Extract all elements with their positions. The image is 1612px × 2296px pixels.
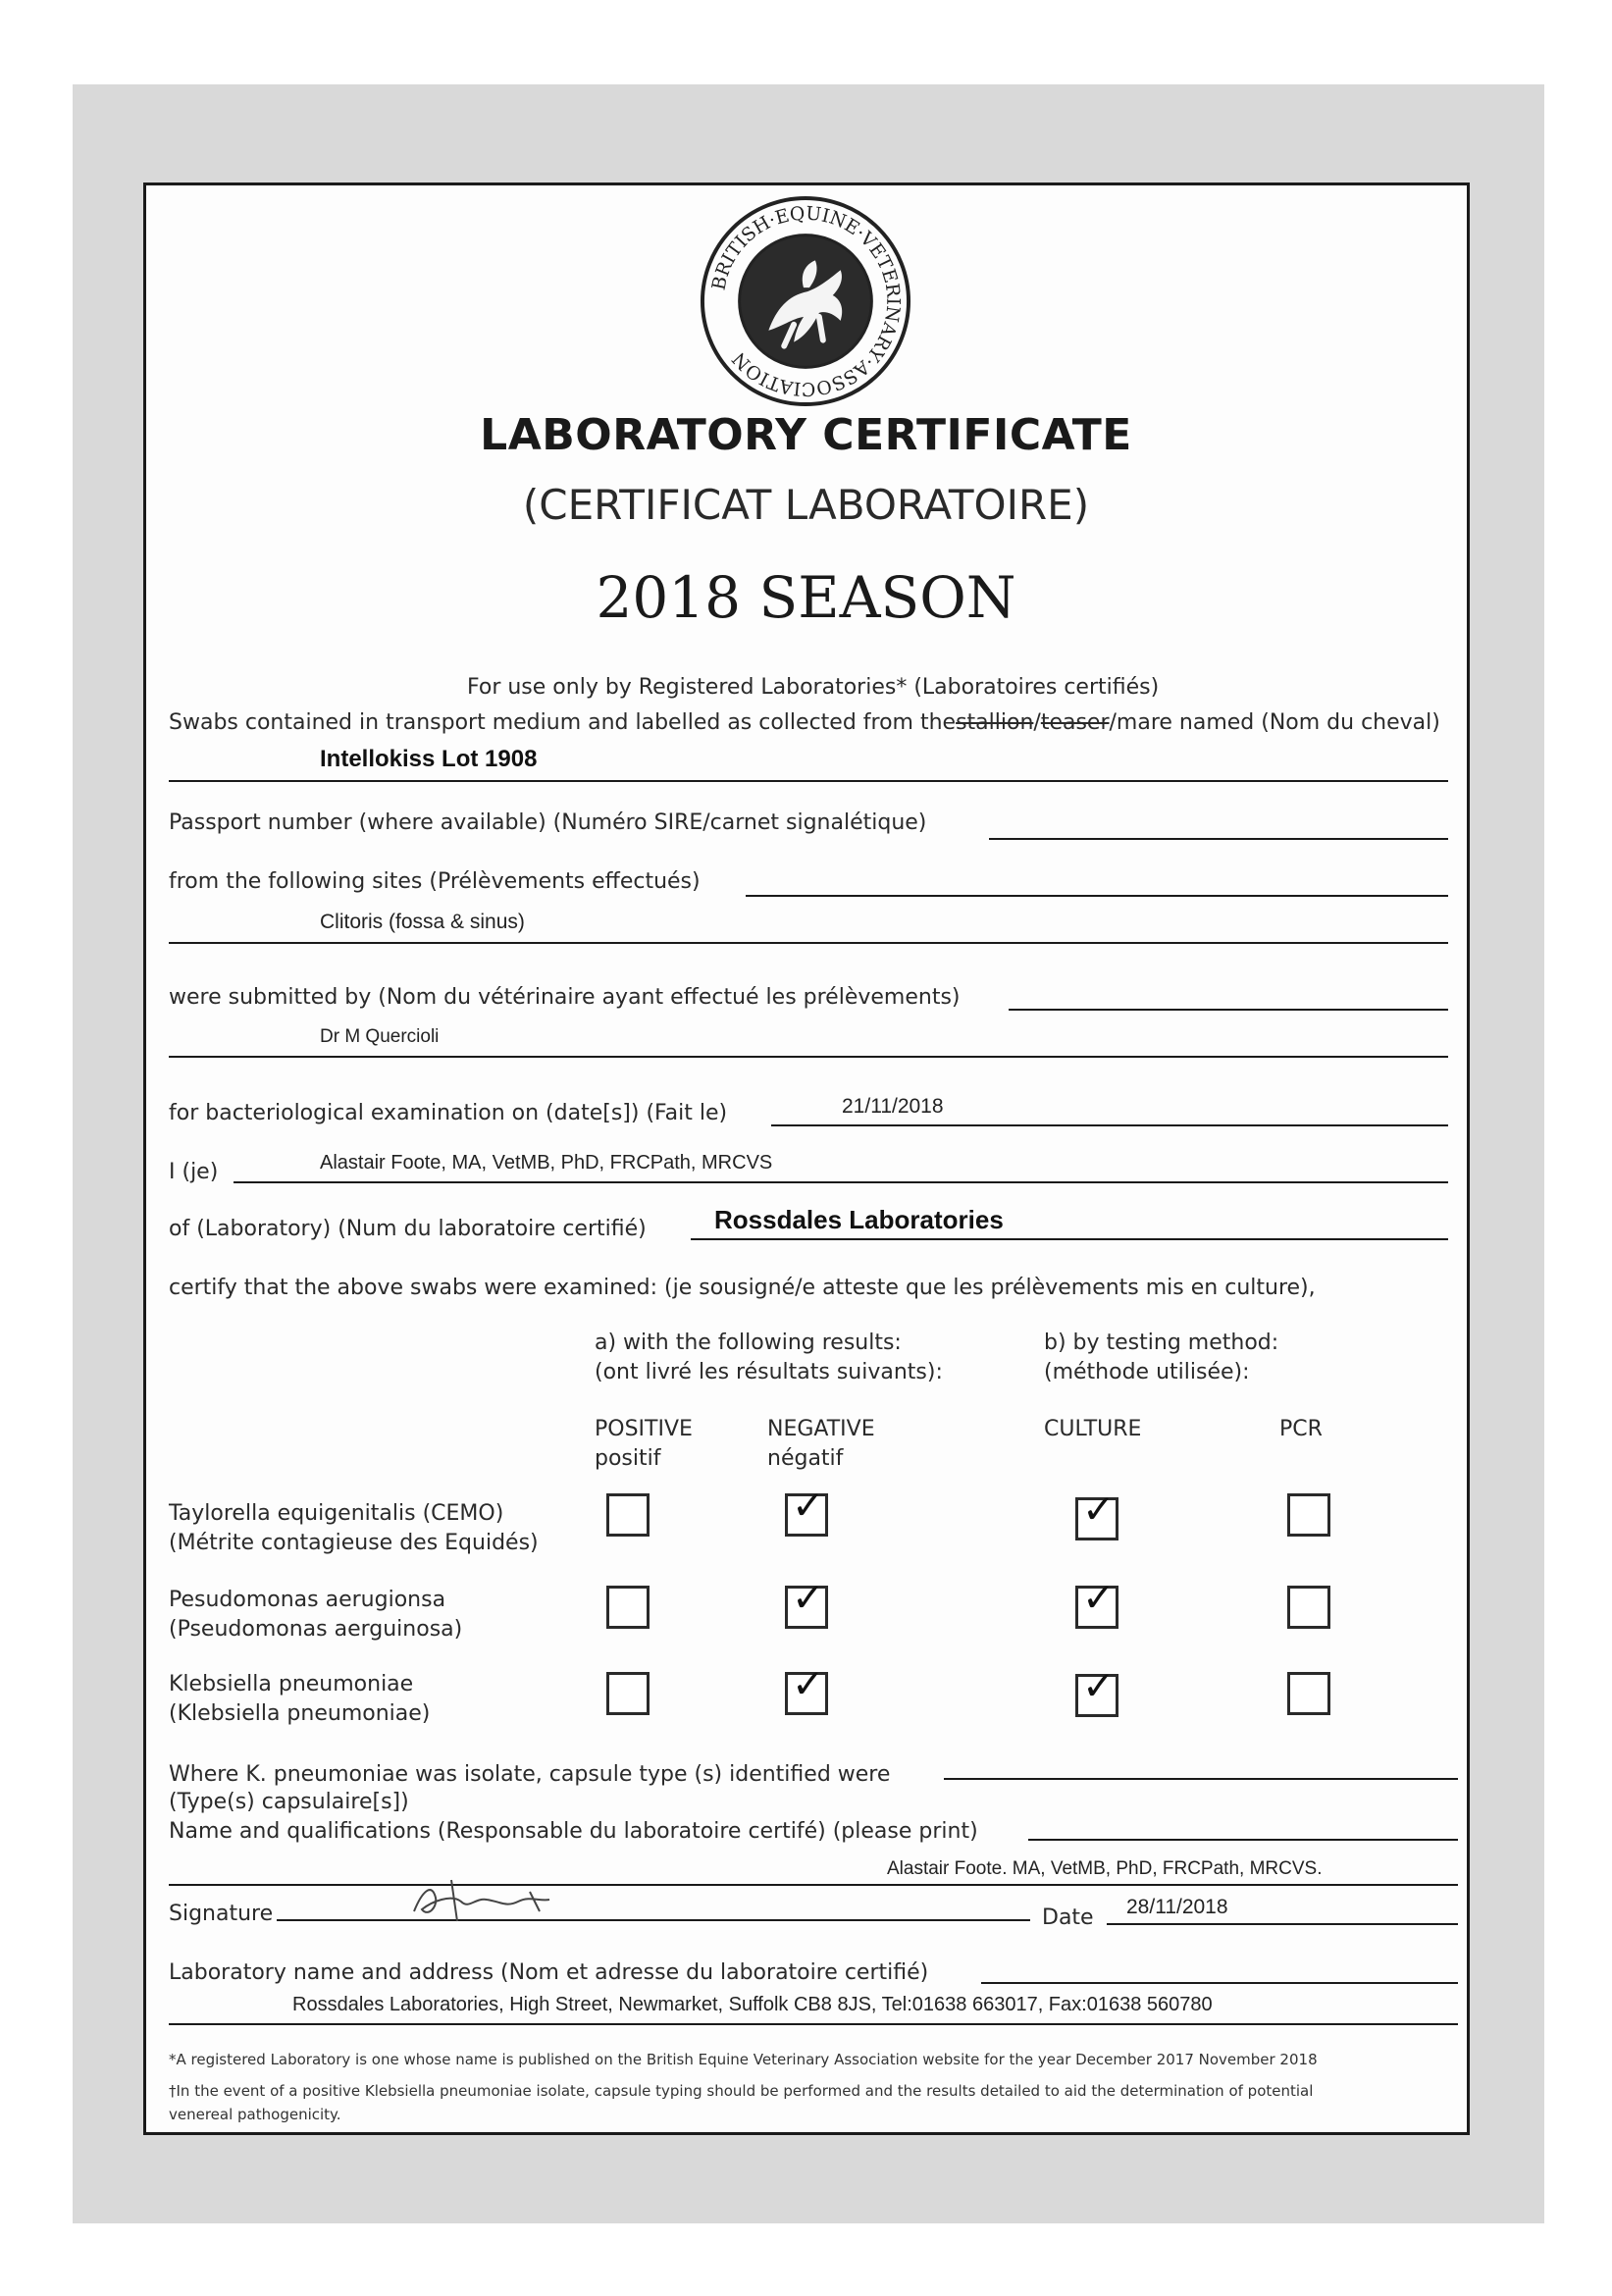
check-mark-icon: ✓ bbox=[1082, 1487, 1116, 1533]
use-only-text: For use only by Registered Laboratories* (Laboratoires certifiés) bbox=[467, 675, 1160, 700]
je-line bbox=[234, 1181, 1448, 1183]
swabs-slash: / bbox=[1033, 710, 1041, 735]
lab-line bbox=[691, 1238, 1448, 1240]
check-mark-icon: ✓ bbox=[792, 1662, 825, 1707]
row-pcr-checkbox[interactable] bbox=[1287, 1672, 1330, 1715]
certificate-title: LABORATORY CERTIFICATE bbox=[480, 410, 1132, 460]
check-mark-icon: ✓ bbox=[792, 1576, 825, 1621]
col-b-line1: b) by testing method: bbox=[1044, 1331, 1279, 1355]
date-line bbox=[1107, 1923, 1458, 1925]
exam-label: for bacteriological examination on (date[s]) (Fait le) bbox=[169, 1101, 728, 1125]
submitted-label: were submitted by (Nom du vétérinaire ayant effectué les prélèvements) bbox=[169, 985, 961, 1010]
swabs-text bbox=[169, 710, 1440, 735]
row-positive-checkbox[interactable] bbox=[606, 1672, 650, 1715]
header-positive-fr: positif bbox=[595, 1446, 661, 1471]
capsule-label: Where K. pneumoniae was isolate, capsule type (s) identified were bbox=[169, 1762, 891, 1787]
row-culture-checkbox[interactable] bbox=[1075, 1664, 1118, 1717]
row-name: Pesudomonas aerugionsa bbox=[169, 1588, 446, 1612]
responsible-line-2 bbox=[169, 1884, 1458, 1886]
je-value: Alastair Foote, MA, VetMB, PhD, FRCPath, MRCVS bbox=[320, 1152, 773, 1174]
horse-name-value: Intellokiss Lot 1908 bbox=[320, 746, 538, 772]
row-name: Klebsiella pneumoniae bbox=[169, 1672, 414, 1696]
svg-text:BRITISH·EQUINE·VETERINARY·ASSO: BRITISH·EQUINE·VETERINARY·ASSOCIATION bbox=[708, 203, 904, 399]
row-pcr-checkbox[interactable] bbox=[1287, 1586, 1330, 1629]
col-a-line2: (ont livré les résultats suivants): bbox=[595, 1360, 943, 1384]
sites-value: Clitoris (fossa & sinus) bbox=[320, 911, 525, 933]
responsible-line-1 bbox=[1028, 1839, 1458, 1841]
lab-label: of (Laboratory) (Num du laboratoire certifié) bbox=[169, 1217, 647, 1241]
lab-value: Rossdales Laboratories bbox=[714, 1205, 1004, 1234]
row-culture-checkbox[interactable] bbox=[1075, 1487, 1118, 1540]
col-a-line1: a) with the following results: bbox=[595, 1331, 902, 1355]
horse-name-line bbox=[169, 780, 1448, 782]
row-name-fr: (Klebsiella pneumoniae) bbox=[169, 1701, 431, 1726]
submitted-line-2 bbox=[169, 1056, 1448, 1058]
footnote-2: †In the event of a positive Klebsiella pneumoniae isolate, capsule typing should be performed and the results detailed to aid the determination of potential bbox=[169, 2082, 1314, 2100]
season-heading: 2018 SEASON bbox=[596, 564, 1016, 631]
date-label: Date bbox=[1042, 1905, 1094, 1930]
address-line-2 bbox=[169, 2023, 1458, 2025]
header-culture: CULTURE bbox=[1044, 1417, 1142, 1441]
check-mark-icon: ✓ bbox=[1082, 1576, 1116, 1621]
address-label: Laboratory name and address (Nom et adresse du laboratoire certifié) bbox=[169, 1960, 929, 1985]
capsule-line bbox=[944, 1778, 1458, 1780]
sites-line-1 bbox=[746, 895, 1448, 897]
passport-line bbox=[989, 838, 1448, 840]
certify-text: certify that the above swabs were examined: (je sousigné/e atteste que les prélèvements mis en culture), bbox=[169, 1276, 1316, 1300]
exam-line bbox=[771, 1124, 1448, 1126]
swabs-text-a: Swabs contained in transport medium and labelled as collected from the bbox=[169, 710, 957, 735]
capsule-label-fr: (Type(s) capsulaire[s]) bbox=[169, 1790, 409, 1814]
footnote-3: venereal pathogenicity. bbox=[169, 2106, 341, 2123]
responsible-label: Name and qualifications (Responsable du laboratoire certifé) (please print) bbox=[169, 1819, 978, 1844]
row-name-fr: (Pseudomonas aerguinosa) bbox=[169, 1617, 463, 1642]
signature-line bbox=[277, 1919, 1030, 1921]
stallion-struck: stallion bbox=[956, 710, 1034, 735]
row-negative-checkbox[interactable] bbox=[785, 1484, 828, 1537]
exam-value: 21/11/2018 bbox=[842, 1095, 944, 1118]
col-b-line2: (méthode utilisée): bbox=[1044, 1360, 1250, 1384]
sites-label: from the following sites (Prélèvements effectués) bbox=[169, 869, 701, 894]
header-positive: POSITIVE bbox=[595, 1417, 693, 1441]
beva-seal-logo bbox=[699, 194, 912, 408]
check-mark-icon: ✓ bbox=[792, 1484, 825, 1529]
row-positive-checkbox[interactable] bbox=[606, 1586, 650, 1629]
signature-image bbox=[392, 1872, 628, 1927]
swabs-text-b: /mare named (Nom du cheval) bbox=[1109, 710, 1440, 735]
header-negative-fr: négatif bbox=[767, 1446, 844, 1471]
signature-label: Signature bbox=[169, 1902, 274, 1926]
check-mark-icon: ✓ bbox=[1082, 1664, 1116, 1709]
header-pcr: PCR bbox=[1279, 1417, 1323, 1441]
row-name: Taylorella equigenitalis (CEMO) bbox=[169, 1501, 504, 1526]
je-label: I (je) bbox=[169, 1160, 219, 1184]
address-value: Rossdales Laboratories, High Street, Newmarket, Suffolk CB8 8JS, Tel:01638 663017, Fax:01638 560780 bbox=[292, 1994, 1213, 2015]
row-name-fr: (Métrite contagieuse des Equidés) bbox=[169, 1531, 539, 1555]
address-line-1 bbox=[981, 1982, 1458, 1984]
submitted-line-1 bbox=[1009, 1009, 1448, 1011]
date-value: 28/11/2018 bbox=[1126, 1896, 1228, 1918]
responsible-value: Alastair Foote. MA, VetMB, PhD, FRCPath, MRCVS. bbox=[887, 1858, 1323, 1879]
teaser-struck: teaser bbox=[1040, 710, 1110, 735]
submitted-value: Dr M Quercioli bbox=[320, 1026, 440, 1047]
row-negative-checkbox[interactable] bbox=[785, 1576, 828, 1629]
footnote-1: *A registered Laboratory is one whose name is published on the British Equine Veterinary Association website for the year December 2017 November 2018 bbox=[169, 2051, 1318, 2068]
row-negative-checkbox[interactable] bbox=[785, 1662, 828, 1715]
row-positive-checkbox[interactable] bbox=[606, 1493, 650, 1537]
passport-label: Passport number (where available) (Numéro SIRE/carnet signalétique) bbox=[169, 810, 927, 835]
sites-line-2 bbox=[169, 942, 1448, 944]
row-pcr-checkbox[interactable] bbox=[1287, 1493, 1330, 1537]
row-culture-checkbox[interactable] bbox=[1075, 1576, 1118, 1629]
certificate-subtitle: (CERTIFICAT LABORATOIRE) bbox=[522, 481, 1090, 529]
header-negative: NEGATIVE bbox=[767, 1417, 875, 1441]
